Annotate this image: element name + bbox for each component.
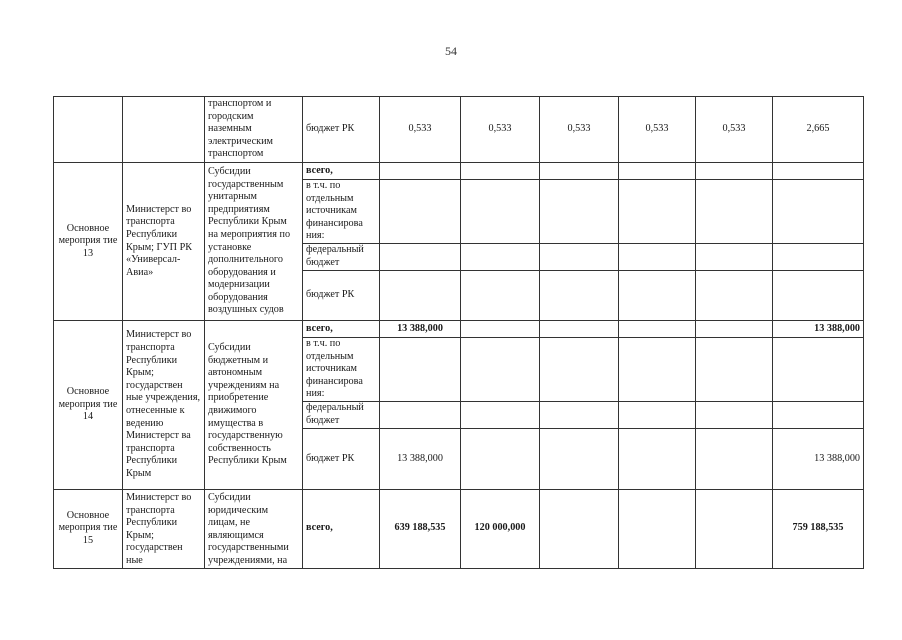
event-name-cell: Основное мероприя тие 15: [54, 490, 123, 569]
page-number: 54: [445, 44, 457, 58]
funding-source-cell: всего,: [303, 163, 380, 180]
event-name-cell: Основное мероприя тие 14: [54, 321, 123, 490]
event-name-cell: [54, 97, 123, 163]
table-row: [54, 321, 864, 338]
value-cell: 0,533: [619, 97, 696, 163]
description-cell: Субсидии бюджетным и автономным учреждениям на приобретение движимого имущества в государственную собственность Республики Крым: [205, 321, 303, 490]
executor-cell: Министерст во транспорта Республики Крым; государствен ные учреждения, отнесенные к ведению Министерст ва транспорта Республики Крым: [123, 321, 205, 490]
total-cell: 13 388,000: [773, 321, 864, 338]
table-row: [54, 490, 864, 569]
table-row: [54, 97, 864, 163]
funding-source-cell: федеральный бюджет: [303, 402, 380, 429]
value-cell: 13 388,000: [380, 321, 461, 338]
funding-source-cell: всего,: [303, 321, 380, 338]
value-cell: 0,533: [696, 97, 773, 163]
value-cell: 0,533: [461, 97, 540, 163]
table-row: [54, 163, 864, 180]
funding-source-cell: бюджет РК: [303, 429, 380, 490]
funding-source-cell: бюджет РК: [303, 271, 380, 321]
description-cell: Субсидии юридическим лицам, не являющимся государственными учреждениями, на: [205, 490, 303, 569]
funding-source-cell: в т.ч. по отдельным источникам финансирова ния:: [303, 338, 380, 402]
value-cell: 639 188,535: [380, 490, 461, 569]
event-name-cell: Основное мероприя тие 13: [54, 163, 123, 321]
total-cell: 759 188,535: [773, 490, 864, 569]
value-cell: 0,533: [380, 97, 461, 163]
value-cell: 0,533: [540, 97, 619, 163]
total-cell: 2,665: [773, 97, 864, 163]
value-cell: 13 388,000: [380, 429, 461, 490]
budget-table: [53, 96, 864, 569]
executor-cell: Министерст во транспорта Республики Крым; государствен ные: [123, 490, 205, 569]
value-cell: 120 000,000: [461, 490, 540, 569]
funding-source-cell: бюджет РК: [303, 97, 380, 163]
funding-source-cell: всего,: [303, 490, 380, 569]
total-cell: 13 388,000: [773, 429, 864, 490]
executor-cell: Министерст во транспорта Республики Крым; ГУП РК «Универсал-Авиа»: [123, 163, 205, 321]
funding-source-cell: федеральный бюджет: [303, 244, 380, 271]
funding-source-cell: в т.ч. по отдельным источникам финансирова ния:: [303, 180, 380, 244]
executor-cell: [123, 97, 205, 163]
description-cell: транспортом и городским наземным электрическим транспортом: [205, 97, 303, 163]
description-cell: Субсидии государственным унитарным предприятиям Республики Крым на мероприятия по установке дополнительного оборудования и модернизации оборудования воздушных судов: [205, 163, 303, 321]
